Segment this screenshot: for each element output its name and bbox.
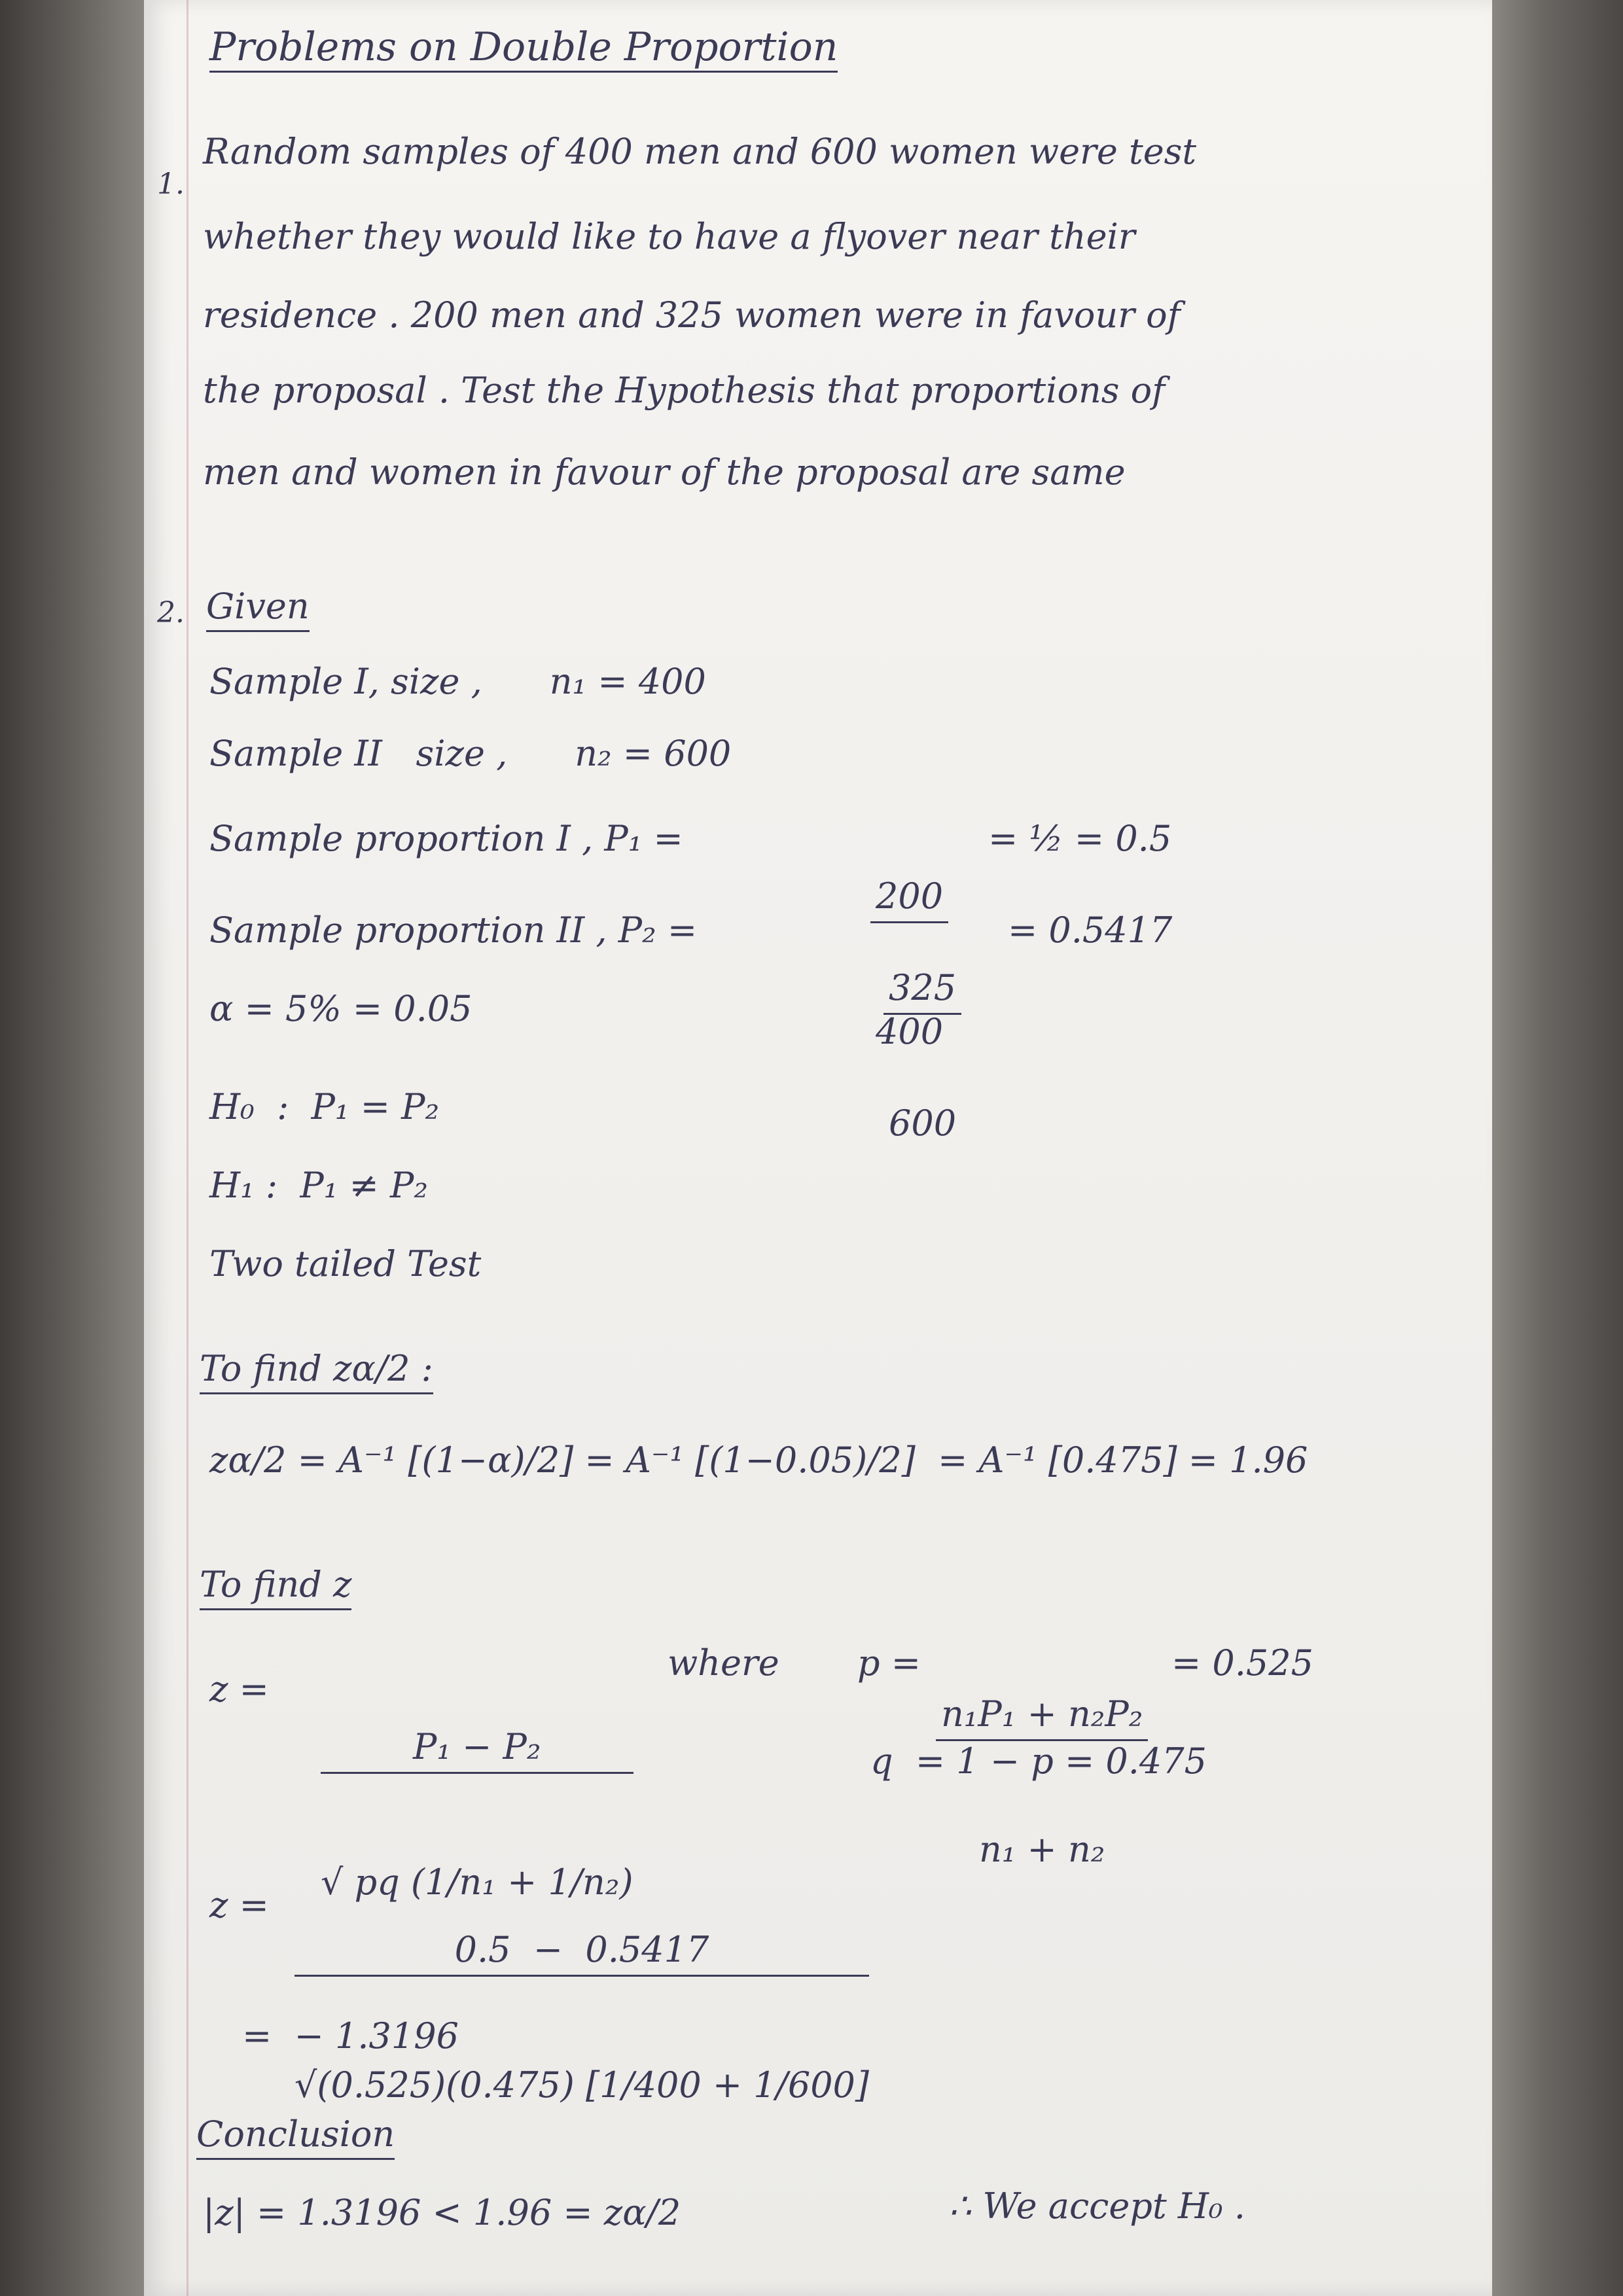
sample-1-size: Sample I, size , n₁ = 400: [209, 661, 706, 702]
sample-2-size: Sample II size , n₂ = 600: [209, 733, 732, 774]
fraction-numerator: n₁P₁ + n₂P₂: [936, 1693, 1148, 1741]
solution-number: 2.: [157, 596, 185, 629]
sample-proportion-2-value: = 0.5417: [1008, 910, 1173, 951]
p-formula-label: p =: [857, 1642, 921, 1684]
p-value: = 0.525: [1171, 1642, 1314, 1684]
significance-level: α = 5% = 0.05: [209, 988, 473, 1029]
fraction-numerator: 325: [883, 967, 961, 1015]
z-result: = − 1.3196: [242, 2015, 459, 2057]
find-z-heading: To find z: [200, 1564, 351, 1610]
conclusion-text: ∴ We accept H₀ .: [949, 2185, 1245, 2227]
z-alpha-equation: zα/2 = A⁻¹ [(1−α)/2] = A⁻¹ [(1−0.05)/2] = A⁻¹ [0.475] = 1.96: [209, 1439, 1308, 1481]
fraction-numerator: 200: [870, 875, 948, 923]
alternative-hypothesis: H₁ : P₁ ≠ P₂: [209, 1165, 428, 1206]
null-hypothesis: H₀ : P₁ = P₂: [209, 1086, 440, 1127]
test-type: Two tailed Test: [209, 1243, 482, 1284]
left-shadow-edge: [0, 0, 147, 2296]
problem-line-3: residence . 200 men and 325 women were in favour of: [203, 294, 1181, 336]
margin-line: [187, 0, 188, 2296]
problem-line-1: Random samples of 400 men and 600 women were test: [203, 131, 1197, 172]
fraction-denominator: √ pq (1/n₁ + 1/n₂): [321, 1862, 633, 1903]
fraction-numerator: P₁ − P₂: [321, 1726, 633, 1774]
problem-line-4: the proposal . Test the Hypothesis that proportions of: [203, 370, 1166, 411]
problem-line-5: men and women in favour of the proposal are same: [203, 451, 1126, 493]
where-label: where: [668, 1642, 779, 1684]
z-substitution-label: z =: [209, 1884, 269, 1926]
find-z-alpha-heading: To find zα/2 :: [200, 1348, 433, 1394]
notebook-page: [144, 0, 1492, 2296]
given-heading: Given: [206, 586, 310, 632]
sample-proportion-1-value: = ½ = 0.5: [988, 818, 1172, 859]
q-equation: q = 1 − p = 0.475: [870, 1740, 1207, 1782]
problem-line-2: whether they would like to have a flyover near their: [203, 216, 1135, 257]
fraction-denominator: n₁ + n₂: [978, 1829, 1105, 1870]
z-formula-label: z =: [209, 1669, 269, 1710]
conclusion-heading: Conclusion: [196, 2113, 395, 2160]
fraction-denominator: 400: [876, 1011, 944, 1052]
sample-proportion-2-fraction: [883, 883, 961, 1228]
sample-proportion-1-label: Sample proportion I , P₁ =: [209, 818, 683, 859]
page-title: Problems on Double Proportion: [209, 26, 838, 73]
fraction-denominator: √(0.525)(0.475) [1/400 + 1/600]: [294, 2064, 869, 2106]
fraction-numerator: 0.5 − 0.5417: [294, 1929, 869, 1977]
fraction-denominator: 600: [889, 1103, 957, 1144]
right-shadow-edge: [1489, 0, 1623, 2296]
conclusion-equation: |z| = 1.3196 < 1.96 = zα/2: [203, 2192, 681, 2233]
sample-proportion-2-label: Sample proportion II , P₂ =: [209, 910, 698, 951]
problem-number: 1.: [157, 168, 185, 201]
